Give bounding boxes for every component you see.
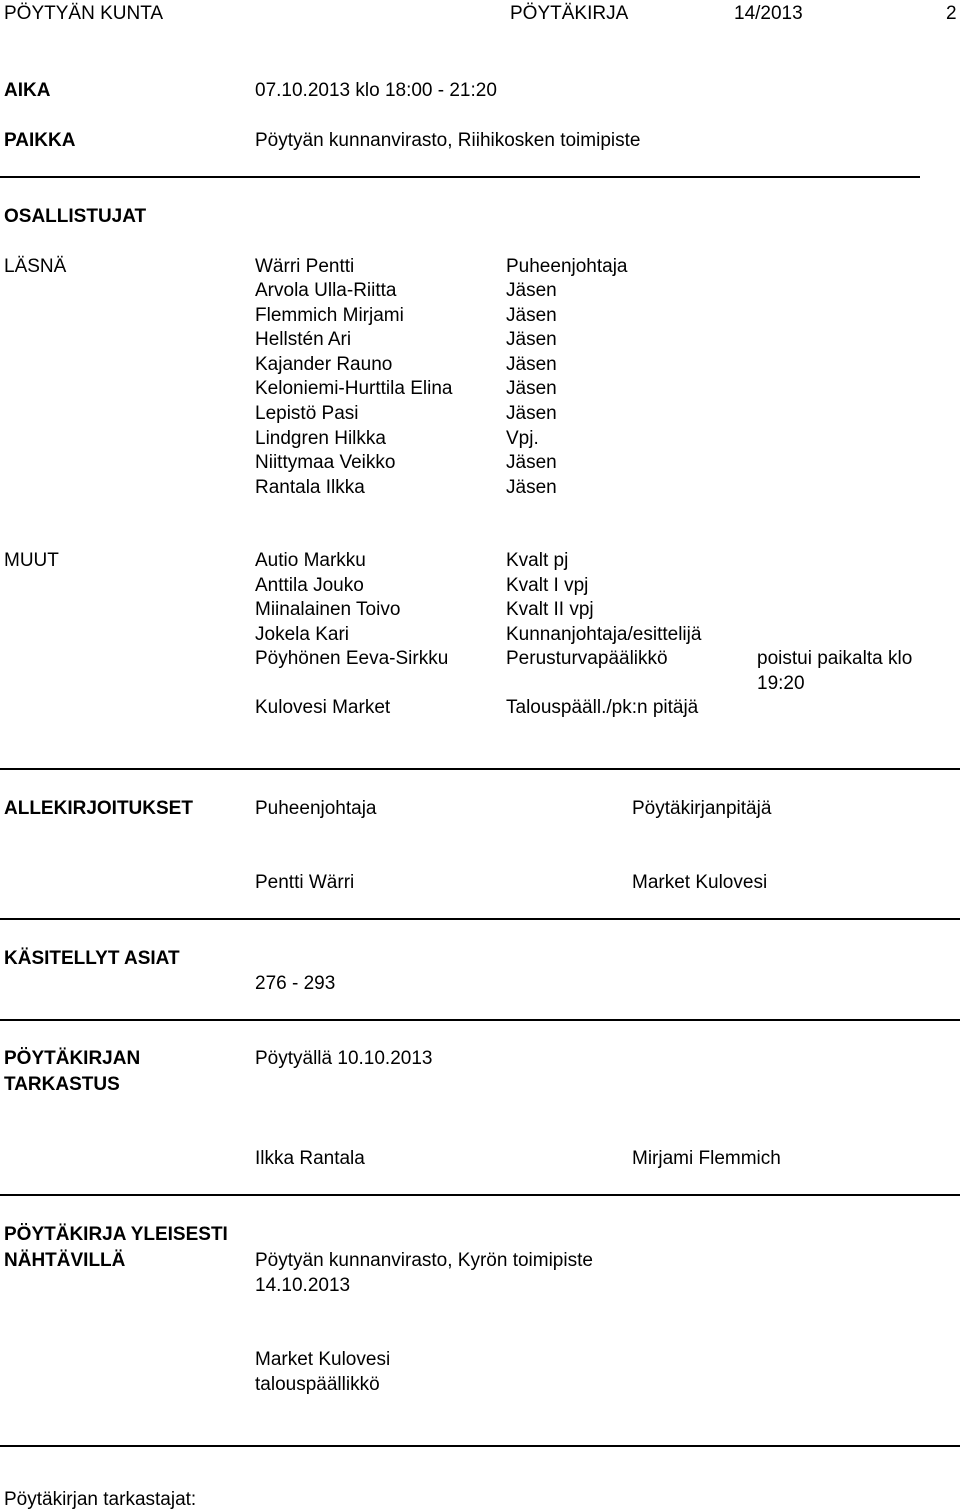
lasna-member-role: Jäsen [506,452,557,473]
muut-member-name: Jokela Kari [255,624,349,645]
divider [0,176,920,178]
paikka-value: Pöytyän kunnanvirasto, Riihikosken toimipiste [255,130,641,151]
lasna-member-name: Lindgren Hilkka [255,428,386,449]
muut-member-name: Kulovesi Market [255,697,391,718]
muut-member-role: Kvalt I vpj [506,575,589,596]
lasna-member-role: Jäsen [506,378,557,399]
lasna-member-name: Arvola Ulla-Riitta [255,280,397,301]
lasna-member-name: Rantala Ilkka [255,477,365,498]
lasna-member-role: Jäsen [506,329,557,350]
divider [0,1019,960,1021]
muut-label: MUUT [4,550,59,571]
lasna-member-name: Flemmich Mirjami [255,305,404,326]
header-doc-number: 14/2013 [734,3,803,24]
signature-name-chair: Pentti Wärri [255,872,355,893]
nahtavilla-label-line1: PÖYTÄKIRJA YLEISESTI [4,1224,228,1245]
nahtavilla-signer-title: talouspäällikkö [255,1374,380,1395]
tarkastus-label-line1: PÖYTÄKIRJAN [4,1048,141,1069]
nahtavilla-place: Pöytyän kunnanvirasto, Kyrön toimipiste [255,1250,593,1271]
lasna-label: LÄSNÄ [4,256,67,277]
nahtavilla-label-line2: NÄHTÄVILLÄ [4,1250,126,1271]
tarkastus-value: Pöytyällä 10.10.2013 [255,1048,433,1069]
muut-member-name: Pöyhönen Eeva-Sirkku [255,648,449,669]
lasna-member-role: Jäsen [506,477,557,498]
header-page-number: 2 [946,3,957,24]
divider [0,1194,960,1196]
signature-role-chair: Puheenjohtaja [255,798,377,819]
lasna-member-name: Keloniemi-Hurttila Elina [255,378,453,399]
muut-member-name: Miinalainen Toivo [255,599,401,620]
lasna-member-name: Hellstén Ari [255,329,352,350]
muut-member-role: Kvalt II vpj [506,599,594,620]
muut-member-note-time: 19:20 [757,673,805,694]
tarkastus-label-line2: TARKASTUS [4,1074,120,1095]
aika-label: AIKA [4,80,51,101]
lasna-member-role: Vpj. [506,428,539,449]
tarkastaja-name-2: Mirjami Flemmich [632,1148,781,1169]
header-doc-type: PÖYTÄKIRJA [510,3,629,24]
kasitellyt-value: 276 - 293 [255,973,336,994]
nahtavilla-date: 14.10.2013 [255,1275,351,1296]
signature-name-secretary: Market Kulovesi [632,872,768,893]
lasna-member-role: Jäsen [506,305,557,326]
muut-member-role: Talouspääll./pk:n pitäjä [506,697,699,718]
muut-member-name: Anttila Jouko [255,575,364,596]
header-org: PÖYTYÄN KUNTA [4,3,164,24]
osallistujat-label: OSALLISTUJAT [4,206,147,227]
lasna-member-name: Wärri Pentti [255,256,355,277]
tarkastaja-name-1: Ilkka Rantala [255,1148,365,1169]
lasna-member-name: Kajander Rauno [255,354,393,375]
footer-tarkastajat: Pöytäkirjan tarkastajat: [4,1489,197,1510]
lasna-member-role: Jäsen [506,403,557,424]
divider [0,1445,960,1447]
muut-member-role: Kunnanjohtaja/esittelijä [506,624,702,645]
lasna-member-role: Jäsen [506,280,557,301]
divider [0,918,960,920]
lasna-member-role: Puheenjohtaja [506,256,628,277]
nahtavilla-signer-name: Market Kulovesi [255,1349,391,1370]
lasna-member-name: Lepistö Pasi [255,403,359,424]
signature-role-secretary: Pöytäkirjanpitäjä [632,798,772,819]
lasna-member-role: Jäsen [506,354,557,375]
muut-member-role: Perusturvapäälikkö [506,648,668,669]
aika-value: 07.10.2013 klo 18:00 - 21:20 [255,80,497,101]
divider [0,768,960,770]
muut-member-note: poistui paikalta klo [757,648,913,669]
kasitellyt-label: KÄSITELLYT ASIAT [4,948,180,969]
muut-member-role: Kvalt pj [506,550,569,571]
allekirjoitukset-label: ALLEKIRJOITUKSET [4,798,193,819]
muut-member-name: Autio Markku [255,550,366,571]
paikka-label: PAIKKA [4,130,76,151]
lasna-member-name: Niittymaa Veikko [255,452,396,473]
